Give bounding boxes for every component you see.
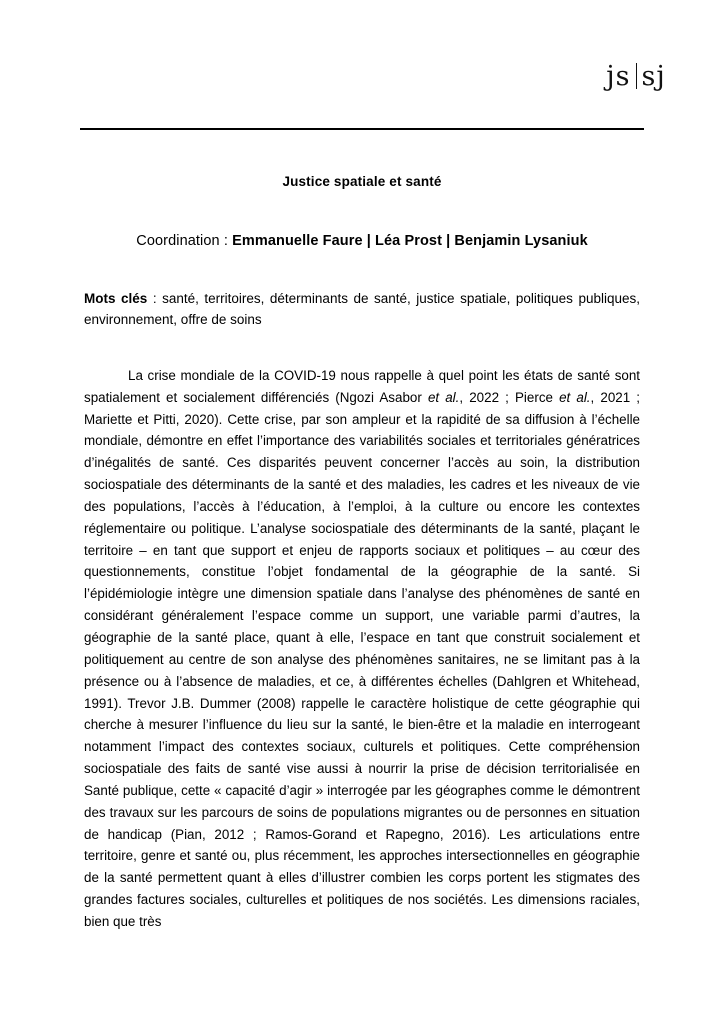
logo-divider xyxy=(636,63,637,89)
keywords-text: : santé, territoires, déterminants de santé, justice spatiale, politiques publiques, environnement, offre de soins xyxy=(84,291,640,327)
coordination-names: Emmanuelle Faure | Léa Prost | Benjamin Lysaniuk xyxy=(232,233,588,249)
logo-left-text: js xyxy=(606,60,631,92)
body-paragraph-1 xyxy=(84,365,640,933)
citation-italic-2: et al. xyxy=(559,389,591,405)
paragraph-text-part-2: , 2022 ; Pierce xyxy=(459,389,560,405)
journal-logo xyxy=(600,40,672,112)
coordination-label: Coordination : xyxy=(136,233,233,249)
paragraph-text-part-3: , 2021 ; Mariette et Pitti, 2020). Cette crise, par son ampleur et la rapidité de sa diffusion à l’échelle mondiale, démontre en effet l’importance des variabilités sociales et territoriales génératrices d’inégalités de santé. Ces disparités peuvent concerner l’accès au soin, la distribution sociospatiale des déterminants de la santé et des maladies, les cadres et les niveaux de vie des populations, l’accès à l’éducation, à l’emploi, à la culture ou encore les contextes réglementaire ou politique. L’analyse sociospatiale des déterminants de la santé, plaçant le territoire – en tant que support et enjeu de rapports sociaux et politiques – au cœur des questionnements, constitue l’objet fondamental de la géographie de la santé. Si l’épidémiologie intègre une dimension spatiale dans l’analyse des phénomènes de santé en considérant généralement l’espace comme un support, une variable parmi d’autres, la géographie de la santé place, quant à elle, l’espace en tant que construit socialement et politiquement au centre de son analyse des phénomènes sanitaires, ne se limitant pas à la présence ou à l’absence de maladies, et ce, à différentes échelles (Dahlgren et Whitehead, 1991). Trevor J.B. Dummer (2008) rappelle le caractère holistique de cette géographie qui cherche à mesurer l’influence du lieu sur la santé, le bien-être et la maladie en interrogeant notamment l’impact des contextes sociaux, culturels et politiques. Cette compréhension sociospatiale des faits de santé vise aussi à nourrir la prise de décision territorialisée en Santé publique, cette « capacité d’agir » interrogée par les géographes comme le démontrent des travaux sur les parcours de soins de populations migrantes ou de personnes en situation de handicap (Pian, 2012 ; Ramos-Gorand et Rapegno, 2016). Les articulations entre territoire, genre et santé ou, plus récemment, les approches intersectionnelles en géographie de la santé permettent quant à elles d’illustrer combien les corps portent les stigmates des grandes factures sociales, culturelles et politiques de nos sociétés. Les dimensions raciales, bien que très xyxy=(84,389,641,929)
keywords-line xyxy=(84,289,640,331)
document-content xyxy=(84,160,640,933)
page-title: Justice spatiale et santé xyxy=(282,174,442,189)
journal-logo-text xyxy=(606,60,666,92)
coordination-line xyxy=(84,233,640,249)
logo-right-text: sj xyxy=(641,60,666,92)
citation-italic-1: et al. xyxy=(427,389,460,405)
header-divider xyxy=(80,128,644,130)
paragraph-text-part-1: La crise mondiale de la COVID-19 nous rappelle à quel point les états de santé sont spatialement et socialement différenciés (Ngozi Asabor xyxy=(84,367,640,405)
keywords-label: Mots clés xyxy=(84,291,148,306)
